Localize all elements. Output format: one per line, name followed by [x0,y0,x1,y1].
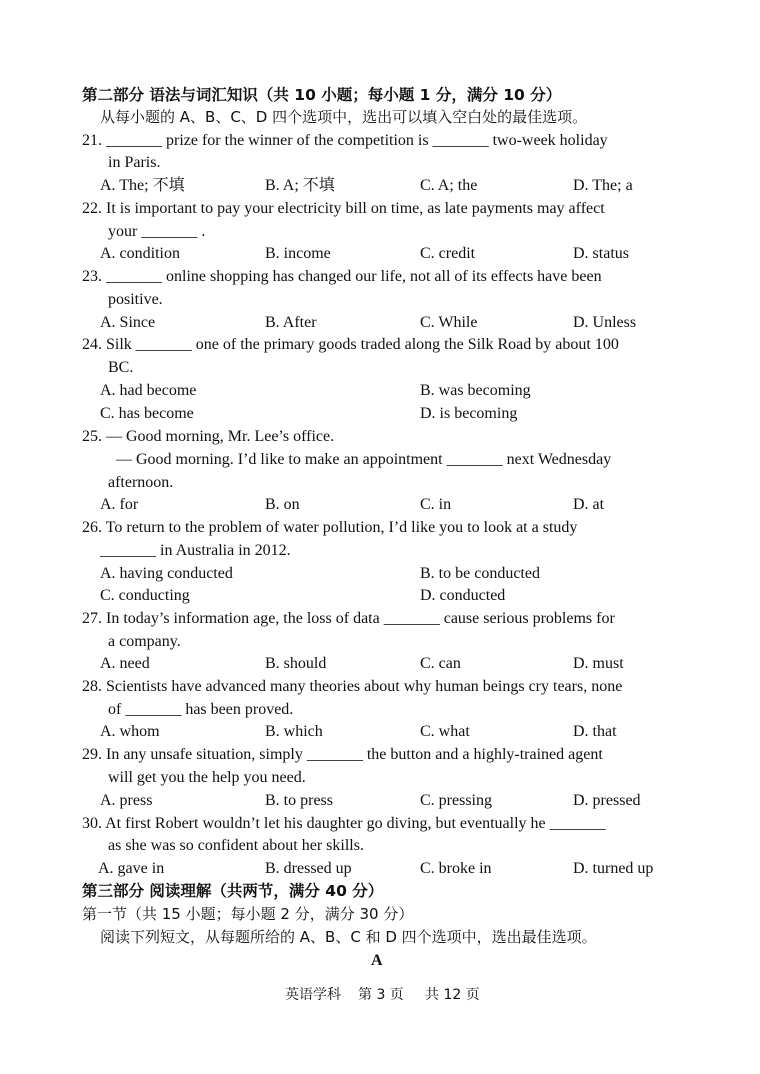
question-stem: afternoon. [108,474,174,491]
option-c: C. in [420,496,452,513]
footer-total-pages: 共 12 页 [425,987,480,1003]
option-d: D. turned up [573,860,654,877]
option-a: A. The; 不填 [100,177,185,194]
question-stem: will get you the help you need. [108,769,306,786]
option-b: B. should [265,655,327,672]
option-b: B. to press [265,792,333,809]
option-d: D. The; a [573,177,633,194]
option-d: D. at [573,496,605,513]
option-a: A. gave in [98,860,165,877]
question-stem: in Paris. [108,154,161,171]
option-a: A. for [100,496,139,513]
option-a: A. Since [100,314,156,331]
option-b: B. on [265,496,300,513]
option-b: B. A; 不填 [265,177,335,194]
section-subtitle: 第一节（共 15 小题；每小题 2 分，满分 30 分） [82,905,414,923]
question-stem: BC. [108,359,134,376]
option-a: A. press [100,792,153,809]
question-stem: 26. To return to the problem of water pollution, I’d like you to look at a study [82,519,578,536]
question-stem: _______ in Australia in 2012. [100,542,291,559]
option-b: B. income [265,245,331,262]
option-c: C. can [420,655,461,672]
question-stem: your _______ . [108,223,206,240]
option-b: B. dressed up [265,860,352,877]
footer-page-number: 第 3 页 [358,987,404,1003]
question-stem: positive. [108,291,163,308]
question-stem: 30. At first Robert wouldn’t let his daughter go diving, but eventually he _______ [82,815,606,832]
footer-subject: 英语学科 [285,987,341,1003]
question-stem: 28. Scientists have advanced many theories about why human beings cry tears, none [82,678,623,695]
question-stem: 27. In today’s information age, the loss of data _______ cause serious problems for [82,610,615,627]
option-c: C. While [420,314,478,331]
question-stem: of _______ has been proved. [108,701,294,718]
option-d: D. must [573,655,624,672]
option-a: A. having conducted [100,565,233,582]
option-d: D. Unless [573,314,637,331]
option-c: C. broke in [420,860,492,877]
option-c: C. credit [420,245,476,262]
option-c: C. what [420,723,470,740]
option-d: D. status [573,245,629,262]
question-stem: 29. In any unsafe situation, simply _______ the button and a highly-trained agent [82,746,603,763]
option-d: D. is becoming [420,405,518,422]
question-stem: 24. Silk _______ one of the primary goods traded along the Silk Road by about 100 [82,336,619,353]
option-d: D. that [573,723,617,740]
option-c: C. pressing [420,792,492,809]
option-a: A. need [100,655,150,672]
question-stem: as she was so confident about her skills. [108,837,364,854]
option-b: B. to be conducted [420,565,540,582]
option-a: A. whom [100,723,160,740]
question-stem: 23. _______ online shopping has changed our life, not all of its effects have been [82,268,602,285]
option-a: A. had become [100,382,197,399]
question-stem: a company. [108,633,181,650]
section-instruction: 从每小题的 A、B、C、D 四个选项中，选出可以填入空白处的最佳选项。 [100,108,588,126]
question-stem: 25. — Good morning, Mr. Lee’s office. [82,428,335,445]
option-b: B. which [265,723,323,740]
question-stem: — Good morning. I’d like to make an appointment _______ next Wednesday [116,451,612,468]
section-title: 第三部分 阅读理解（共两节，满分 40 分） [82,882,384,900]
section-title: 第二部分 语法与词汇知识（共 10 小题；每小题 1 分，满分 10 分） [82,86,562,104]
option-c: C. has become [100,405,194,422]
option-d: D. conducted [420,587,506,604]
section-instruction: 阅读下列短文，从每题所给的 A、B、C 和 D 四个选项中，选出最佳选项。 [100,928,597,946]
option-d: D. pressed [573,792,641,809]
question-stem: 22. It is important to pay your electricity bill on time, as late payments may affect [82,200,605,217]
question-stem: 21. _______ prize for the winner of the competition is _______ two-week holiday [82,132,608,149]
passage-label: A [371,952,383,969]
option-a: A. condition [100,245,180,262]
option-c: C. A; the [420,177,478,194]
option-b: B. was becoming [420,382,531,399]
option-c: C. conducting [100,587,190,604]
option-b: B. After [265,314,317,331]
